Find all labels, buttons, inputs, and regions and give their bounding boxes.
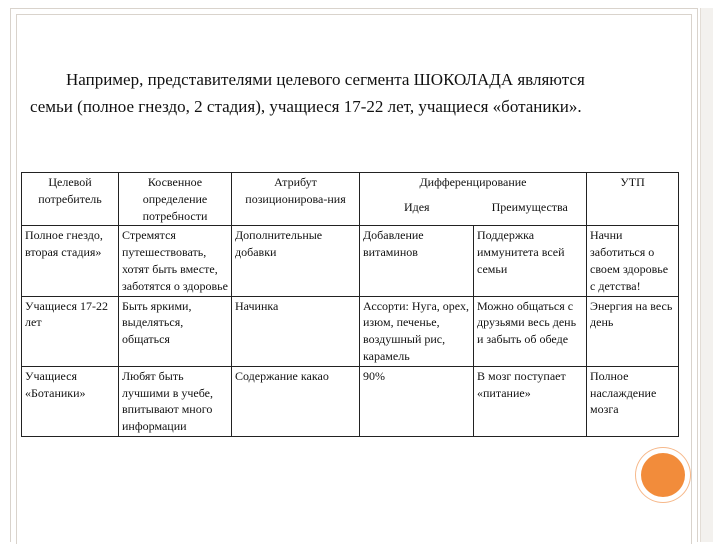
cell-usp: Энергия на весь день <box>587 296 679 366</box>
side-stripe <box>700 8 713 542</box>
cell-indirect-need: Любят быть лучшими в учебе, впитывают много информации <box>119 366 232 436</box>
segmentation-table <box>21 172 679 437</box>
cell-idea: Добавление витаминов <box>360 226 474 296</box>
header-advantages: Преимущества <box>474 199 587 226</box>
header-row <box>22 173 679 200</box>
cell-idea: Ассорти: Нуга, орех, изюм, печенье, воздушный рис, карамель <box>360 296 474 366</box>
cell-consumer: Учащиеся 17-22 лет <box>22 296 119 366</box>
header-differentiation: Дифференцирование <box>360 173 587 200</box>
header-positioning-attribute: Атрибут позиционирова-ния <box>232 173 360 226</box>
cell-advantages: В мозг поступает «питание» <box>474 366 587 436</box>
cell-indirect-need: Быть яркими, выделяться, общаться <box>119 296 232 366</box>
cell-indirect-need: Стремятся путешествовать, хотят быть вместе, заботятся о здоровье <box>119 226 232 296</box>
cell-attribute: Содержание какао <box>232 366 360 436</box>
cell-advantages: Можно общаться с друзьями весь день и забыть об обеде <box>474 296 587 366</box>
cell-usp: Полное наслаждение мозга <box>587 366 679 436</box>
cell-consumer: Полное гнездо, вторая стадия» <box>22 226 119 296</box>
decorative-orange-circle <box>641 453 685 497</box>
cell-attribute: Дополнительные добавки <box>232 226 360 296</box>
header-usp: УТП <box>587 173 679 226</box>
cell-attribute: Начинка <box>232 296 360 366</box>
header-consumer: Целевой потребитель <box>22 173 119 226</box>
cell-usp: Начни заботиться о своем здоровье с детства! <box>587 226 679 296</box>
header-indirect-need: Косвенное определение потребности <box>119 173 232 226</box>
intro-line-2: семьи (полное гнездо, 2 стадия), учащиеся 17-22 лет, учащиеся «ботаники». <box>30 97 582 116</box>
table-row <box>22 226 679 296</box>
cell-idea: 90% <box>360 366 474 436</box>
table-row <box>22 296 679 366</box>
cell-advantages: Поддержка иммунитета всей семьи <box>474 226 587 296</box>
table-row <box>22 366 679 436</box>
intro-paragraph <box>30 66 682 120</box>
cell-consumer: Учащиеся «Ботаники» <box>22 366 119 436</box>
header-idea: Идея <box>360 199 474 226</box>
intro-line-1: Например, представителями целевого сегмента ШОКОЛАДА являются <box>66 70 585 89</box>
